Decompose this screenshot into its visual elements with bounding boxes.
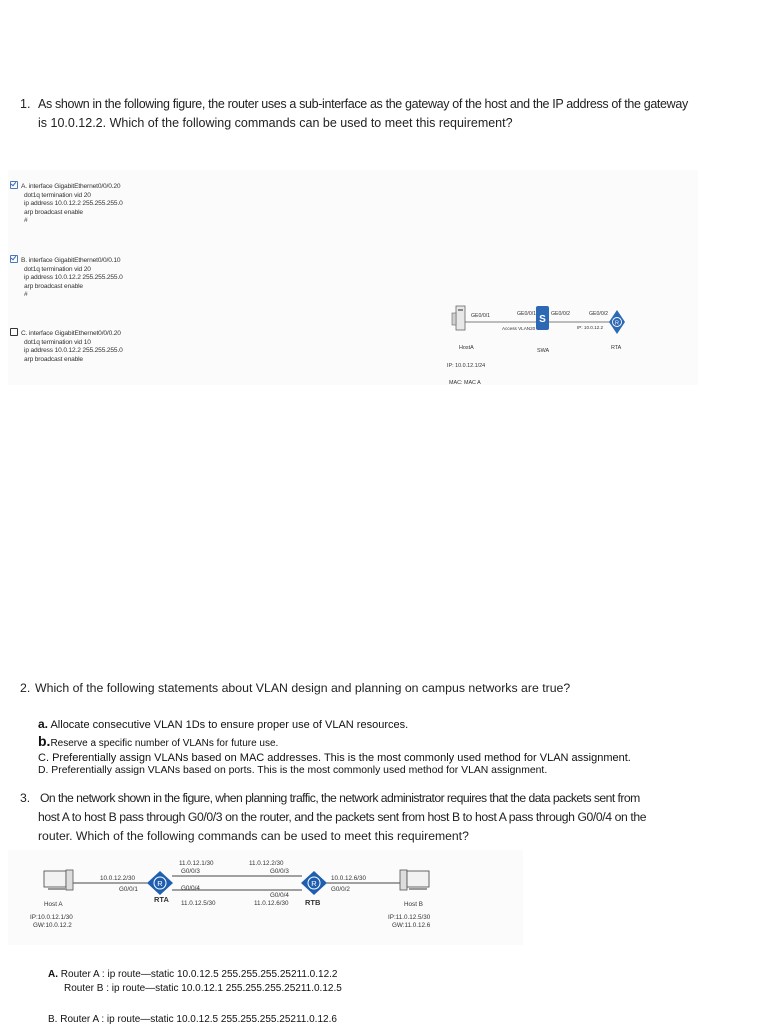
question-3-text-line3: router. Which of the following commands can be used to meet this requirement?	[38, 829, 469, 843]
option-b-line2: dot1q termination vid 20	[24, 265, 91, 273]
host-port-label: GE0/0/1	[471, 313, 491, 319]
q2-option-d-letter: D.	[38, 765, 49, 776]
q3-answer-a[interactable]	[48, 969, 337, 980]
host-b-ip-label: IP:11.0.12.5/30	[388, 914, 431, 921]
question-3-diagram-panel	[8, 850, 523, 945]
router-icon	[609, 310, 625, 334]
q2-option-b-text: Reserve a specific number of VLANs for future use.	[50, 738, 279, 749]
question-1-options-image	[8, 170, 698, 385]
rtb-g004-label: G0/0/4	[270, 892, 289, 899]
option-c-line3: ip address 10.0.12.2 255.255.255.0	[24, 347, 123, 355]
q2-option-b-letter: b.	[38, 733, 51, 749]
option-a[interactable]	[10, 181, 123, 226]
option-a-letter: A.	[21, 183, 27, 190]
swa-port2-label: GE0/0/2	[551, 311, 571, 317]
option-c-line1: interface GigabitEthernet0/0/0.20	[28, 330, 121, 337]
q2-option-c[interactable]	[38, 752, 631, 764]
option-a-line3: ip address 10.0.12.2 255.255.255.0	[24, 200, 123, 208]
question-2-number: 2.	[20, 681, 31, 695]
q2-option-a[interactable]	[38, 718, 408, 731]
rta-name-label: RTA	[154, 895, 169, 904]
option-a-line4: arp broadcast enable	[24, 208, 83, 216]
option-b-letter: B.	[21, 257, 27, 264]
host-name-label: HostA	[459, 345, 474, 351]
svg-text:R: R	[311, 879, 317, 888]
question-2-text: Which of the following statements about VLAN design and planning on campus networks are true?	[35, 681, 571, 695]
host-mac-label: MAC: MAC A	[449, 380, 481, 386]
question-1-text-line1: As shown in the following figure, the router uses a sub-interface as the gateway of the host and the IP address of the gateway	[38, 97, 688, 111]
rta-g001-ip-label: 10.0.12.2/30	[100, 875, 136, 882]
checkbox-checked-icon[interactable]	[10, 181, 18, 189]
question-3-text-line1: On the network shown in the figure, when planning traffic, the network administrator requires that the data packets sent from	[40, 791, 640, 805]
q3-answer-a-line2: Router B : ip route—static 10.0.12.1 255.255.255.25211.0.12.5	[64, 983, 342, 994]
rtb-g002-label: G0/0/2	[331, 886, 350, 893]
option-a-line5: #	[24, 217, 28, 225]
q2-option-d[interactable]	[38, 765, 547, 777]
q3-answer-a-line1: Router A : ip route—static 10.0.12.5 255.255.255.25211.0.12.2	[60, 969, 338, 980]
question-3-text-line2: host A to host B pass through G0/0/3 on the router, and the packets sent from host B to host A pass through G0/0/4 on the	[38, 810, 647, 824]
rta-g004-label: G0/0/4	[181, 885, 200, 892]
host-a-pc-icon	[44, 870, 73, 890]
switch-icon	[536, 306, 549, 330]
q2-option-d-text: Preferentially assign VLANs based on ports. This is the most commonly used method for VLAN assignment.	[51, 765, 548, 776]
option-b[interactable]	[10, 255, 123, 300]
q3-answer-b[interactable]	[48, 1014, 337, 1025]
option-a-line1: interface GigabitEthernet0/0/0.20	[28, 183, 121, 190]
question-3-number: 3.	[20, 791, 31, 805]
host-b-gw-label: GW:11.0.12.6	[392, 922, 431, 929]
option-a-line2: dot1q termination vid 20	[24, 191, 91, 199]
question-1-number: 1.	[20, 97, 31, 111]
q2-option-c-letter: C.	[38, 752, 49, 764]
checkbox-checked-icon[interactable]	[10, 255, 18, 263]
host-ip-label: IP: 10.0.12.1/24	[447, 363, 486, 369]
host-b-name-label: Host B	[404, 901, 423, 908]
q2-option-a-letter: a.	[38, 717, 49, 731]
rta-g003-ip-label: 11.0.12.1/30	[179, 860, 214, 867]
rtb-g003-label: G0/0/3	[270, 868, 289, 875]
swa-port1-label: GE0/0/1	[517, 311, 537, 317]
host-pc-icon	[452, 306, 465, 330]
option-c-letter: C.	[21, 330, 28, 337]
q2-option-b[interactable]	[38, 735, 278, 750]
host-a-name-label: Host A	[44, 901, 63, 908]
question-1	[20, 95, 750, 133]
rtb-g004-ip-label: 11.0.12.6/30	[254, 900, 289, 907]
option-c[interactable]	[10, 328, 123, 364]
option-b-line1: interface GigabitEthernet0/0/0.10	[28, 257, 121, 264]
host-b-pc-icon	[400, 870, 429, 890]
option-c-line4: arp broadcast enable	[24, 355, 83, 363]
host-a-ip-label: IP:10.0.12.1/30	[30, 914, 73, 921]
rta-router-icon	[147, 871, 173, 895]
svg-text:R: R	[615, 320, 619, 327]
rta-ip-label: IP: 10.0.12.2	[577, 325, 604, 330]
svg-text:R: R	[157, 879, 163, 888]
rtb-g002-ip-label: 10.0.12.6/30	[331, 875, 367, 882]
checkbox-unchecked-icon[interactable]	[10, 328, 18, 336]
question-3-network-diagram	[8, 850, 523, 945]
q3-answer-a-letter: A.	[48, 969, 58, 980]
rta-g004-ip-label: 11.0.12.5/30	[181, 900, 216, 907]
q2-option-c-text: Preferentially assign VLANs based on MAC addresses. This is the most commonly used method for VLAN assignment.	[52, 752, 631, 764]
option-b-line3: ip address 10.0.12.2 255.255.255.0	[24, 274, 123, 282]
q3-answer-b-line1: Router A : ip route—static 10.0.12.5 255.255.255.25211.0.12.6	[60, 1014, 337, 1025]
question-1-network-diagram	[443, 300, 633, 388]
switch-name-label: SWA	[537, 348, 550, 354]
rtb-router-icon	[301, 871, 327, 895]
option-c-line2: dot1q termination vid 10	[24, 338, 91, 346]
q3-answer-b-letter: B.	[48, 1014, 58, 1025]
rta-g003-label: G0/0/3	[181, 868, 200, 875]
rtb-g003-ip-label: 11.0.12.2/30	[249, 860, 284, 867]
option-b-line4: arp broadcast enable	[24, 282, 83, 290]
q2-option-a-text: Allocate consecutive VLAN 1Ds to ensure proper use of VLAN resources.	[50, 719, 409, 731]
option-b-line5: #	[24, 291, 28, 299]
rta-g001-label: G0/0/1	[119, 886, 138, 893]
question-1-text-line2: is 10.0.12.2. Which of the following commands can be used to meet this requirement?	[38, 116, 513, 130]
router-name-label: RTA	[611, 345, 622, 351]
rtb-name-label: RTB	[305, 898, 321, 907]
q3-answer-a-line2-row	[64, 983, 342, 994]
access-vlan-label: Access VLAN20	[502, 326, 536, 331]
rta-port-label: GE0/0/2	[589, 311, 609, 317]
host-a-gw-label: GW:10.0.12.2	[33, 922, 72, 929]
svg-text:S: S	[539, 314, 546, 325]
question-3	[20, 789, 760, 846]
question-2	[20, 679, 570, 698]
